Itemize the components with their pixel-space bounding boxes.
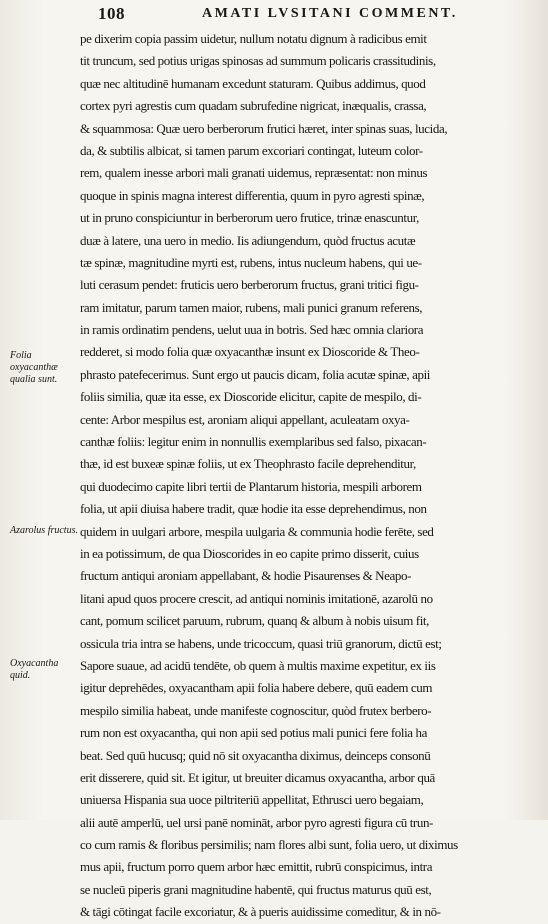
text-line: cant, pomum scilicet paruum, rubrum, quanq & album à nobis uisum fit, [80,613,429,629]
text-line: rum non est oxyacantha, qui non apii sed potius mali punici fere folia ha [80,725,427,741]
text-line: luti cerasum pendet: fruticis uero berberorum fructus, grani tritici figu- [80,277,419,293]
margin-note: Folia oxyacanthæ qualia sunt. [10,350,58,385]
text-line: qui duodecimo capite libri tertii de Plantarum historia, mespili arborem [80,478,422,494]
text-line: foliis similia, quæ ita esse, ex Dioscoride elicitur, capite de mespilo, di- [80,389,422,405]
running-title: AMATI LVSITANI COMMENT. [202,6,458,21]
text-line: ram imitatur, parum tamen maior, rubens, mali punici granum referens, [80,299,423,315]
text-line: canthæ foliis: legitur enim in nonnullis exemplaribus sed falso, pixacan- [80,434,427,450]
margin-note: Azarolus fructus. [10,525,78,536]
text-line: pe dixerim copia passim uidetur, nullum notatu dignum à radicibus emit [80,31,427,46]
text-line: quæ nec altitudinē humanam excedunt staturam. Quibus addimus, quod [80,75,426,91]
text-line: co cum ramis & floribus persimilis; nam flores albi sunt, folia uero, ut diximus [80,837,458,853]
text-line: quoque in spinis magna interest differentia, quum in pyro agresti spinæ, [80,187,425,203]
page-number: 108 [98,4,125,23]
text-line: se nucleū piperis grani magnitudine habentē, qui fructus maturus quū est, [80,881,432,897]
text-line: fructum antiqui aroniam appellabant, & hodie Pisaurenses & Neapo- [80,568,412,584]
text-line: ut in pruno conspiciuntur in berberorum uero frutice, trinæ enascuntur, [80,210,419,226]
text-line: & squammosa: Quæ uero berberorum frutici hæret, inter spinas suas, lucida, [80,120,448,136]
text-line: alii autē amperlū, uel ursi panē nomināt, arbor pyro agresti figura cū trun- [80,814,433,830]
text-line: redderet, si modo folia quæ oxyacanthæ insunt ex Dioscoride & Theo- [80,344,420,360]
text-line: in ramis ordinatim pendens, uelut uua in botris. Sed hæc omnia clariora [80,322,424,338]
text-line: in ea potissimum, de qua Dioscorides in eo capite primo disserit, cuius [80,545,419,561]
text-line: & tāgi cōtingat facile excoriatur, & à pueris auidissime comeditur, & in nō- [80,904,441,920]
text-line: uniuersa Hispania sua uoce piltriteriū appellitat, Ethrusci uero begaiam, [80,792,424,808]
text-line: folia, ut apii diuisa habere tradit, quæ hodie ita esse deprehendimus, non [80,501,427,517]
text-line: phrasto patefecerimus. Sunt ergo ut paucis dicam, folia acutæ spinæ, apii [80,366,430,382]
text-line: mespilo similia habeat, unde manifeste cognoscitur, quòd frutex berbero- [80,702,432,718]
text-line: da, & subtilis albicat, si tamen parum excoriari contingat, luteum color- [80,142,423,158]
text-line: beat. Sed quū hucusq; quid nō sit oxyacantha diximus, deinceps consonū [80,747,431,763]
text-line: tit truncum, sed potius urigas spinosas ad summum policaris crassitudinis, [80,53,436,69]
margin-note: Oxyacantha quid. [10,658,59,681]
text-line: igitur deprehēdes, oxyacantham apii folia habere debere, quū eadem cum [80,680,433,696]
text-line: cortex pyri agrestis cum quadam subrufedine nigricat, inæqualis, crassa, [80,98,427,114]
text-line: cente: Arbor mespilus est, aroniam aliqui appellant, aculeatam oxya- [80,411,410,427]
text-line: erit disserere, quid sit. Et igitur, ut breuiter dicamus oxyacantha, arbor quā [80,769,435,785]
text-line: rem, qualem inesse arbori mali granati uidemus, repræsentat: non minus [80,165,428,181]
body-text [80,28,544,924]
text-line: duæ à latere, una uero in medio. Iis adiungendum, quòd fructus acutæ [80,232,416,248]
text-line: tæ spinæ, magnitudine myrti est, rubens, intus nucleum habens, qui ue- [80,254,422,270]
text-line: mus apii, fructum porro quem arbor hæc emittit, rubrū conspicimus, intra [80,859,433,875]
text-line: thæ, id est buxeæ spinæ foliis, ut ex Theophrasto facile deprehenditur, [80,456,416,472]
text-line: quidem in uulgari arbore, mespila uulgaria & communia hodie ferēte, sed [80,523,434,539]
text-line: litani apud quos procere crescit, ad antiqui nominis imitationē, azarolū no [80,590,433,606]
text-line: Sapore suaue, ad acidū tendēte, ob quem à multis maxime expetitur, ex iis [80,657,436,673]
text-line: ossicula tria intra se habens, unde tricoccum, quasi triū granorum, dictū est; [80,635,442,651]
running-head [82,4,542,26]
